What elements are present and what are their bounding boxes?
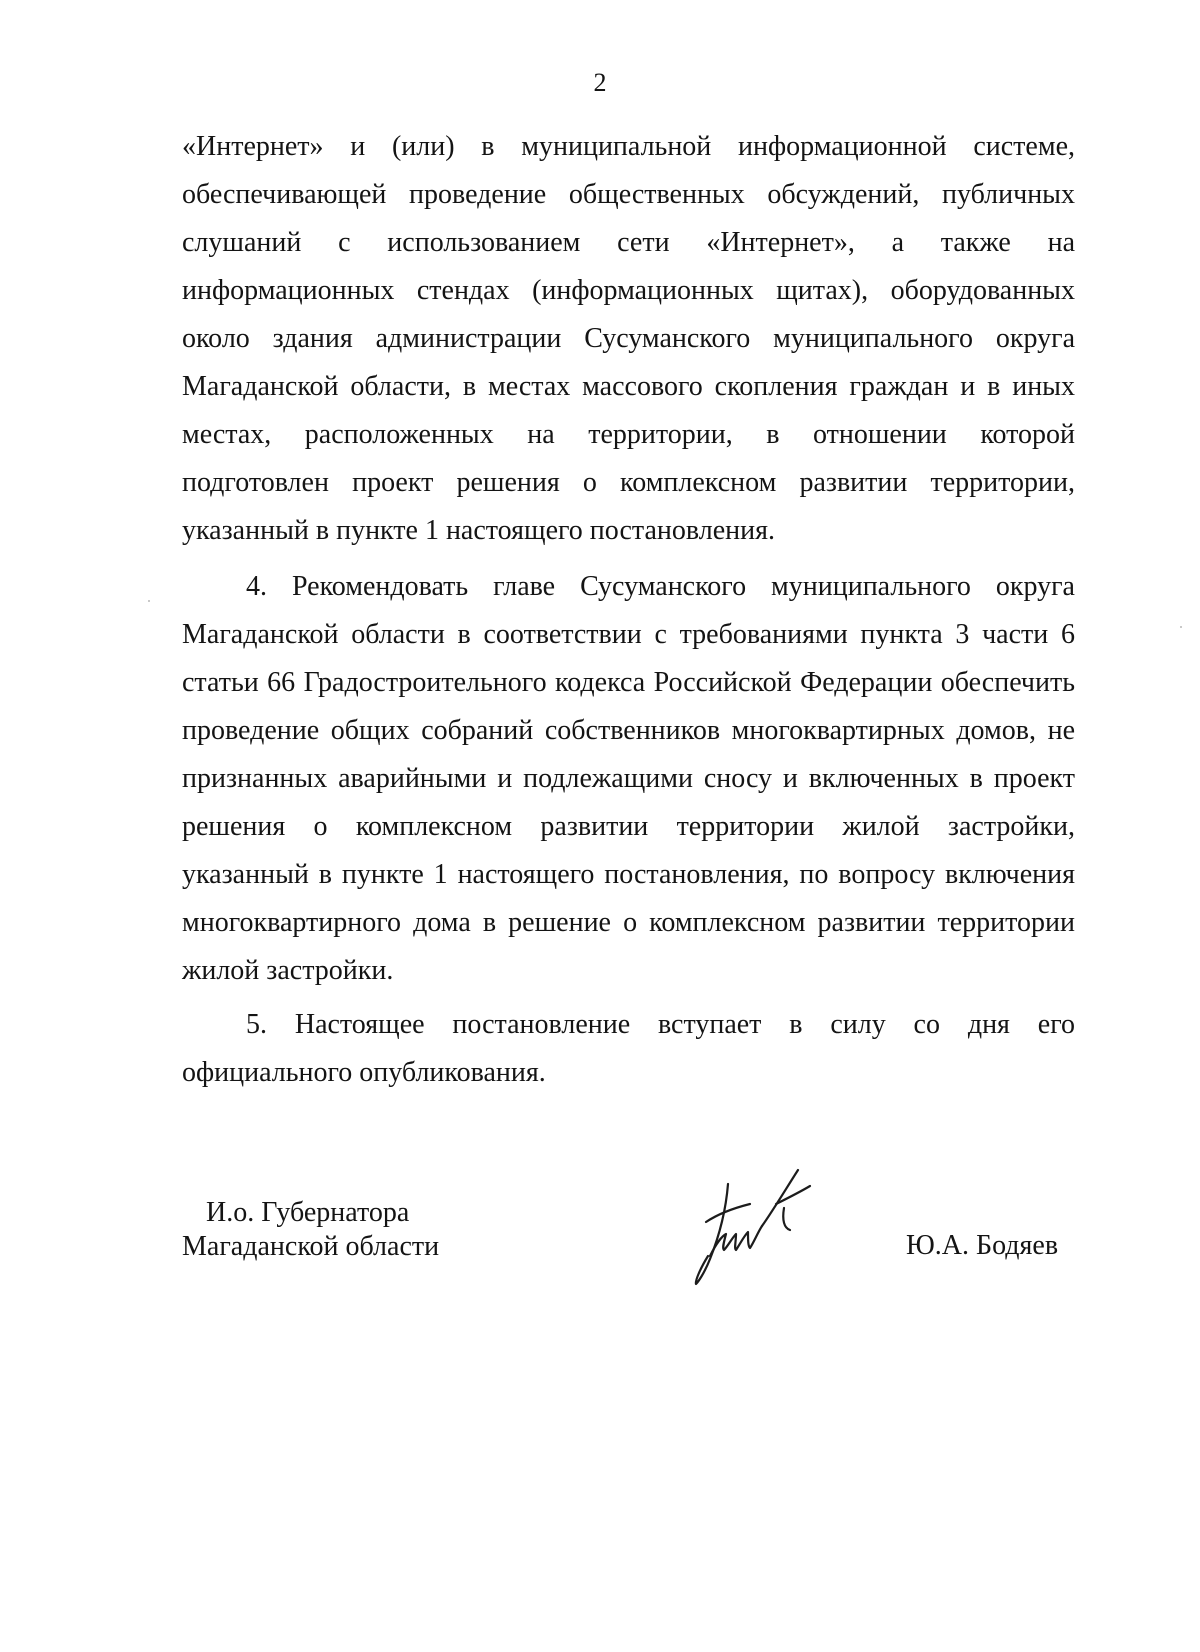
- text-line: жилой застройки.: [182, 955, 394, 986]
- position-title-line: И.о. Губернатора: [206, 1197, 410, 1228]
- text-line: около здания администрации Сусуманского муниципального округа: [182, 323, 1075, 354]
- text-line: статьи 66 Градостроительного кодекса Российской Федерации обеспечить: [182, 667, 1075, 698]
- text-line: «Интернет» и (или) в муниципальной информационной системе,: [182, 131, 1075, 162]
- text-line: подготовлен проект решения о комплексном развитии территории,: [182, 467, 1075, 498]
- text-line: слушаний с использованием сети «Интернет», а также на: [182, 227, 1075, 258]
- scan-speck: [148, 600, 150, 602]
- position-title-line: Магаданской области: [182, 1231, 440, 1262]
- text-line: обеспечивающей проведение общественных обсуждений, публичных: [182, 179, 1075, 210]
- text-line: проведение общих собраний собственников многоквартирных домов, не: [182, 715, 1075, 746]
- text-line: 5. Настоящее постановление вступает в силу со дня его: [246, 1009, 1075, 1040]
- text-line: информационных стендах (информационных щитах), оборудованных: [182, 275, 1075, 306]
- text-line: Магаданской области, в местах массового скопления граждан и в иных: [182, 371, 1075, 402]
- paragraph-5: [182, 1001, 1075, 1097]
- text-line: указанный в пункте 1 настоящего постановления, по вопросу включения: [182, 859, 1075, 890]
- text-line: указанный в пункте 1 настоящего постановления.: [182, 515, 775, 546]
- text-line: официального опубликования.: [182, 1057, 546, 1088]
- text-line: 4. Рекомендовать главе Сусуманского муниципального округа: [246, 571, 1075, 602]
- scan-speck: [1180, 626, 1182, 628]
- paragraph-continuation: [182, 123, 1075, 555]
- page-number: 2: [593, 68, 607, 97]
- text-line: местах, расположенных на территории, в отношении которой: [182, 419, 1075, 450]
- paragraph-4: [182, 563, 1075, 995]
- handwritten-signature: [692, 1164, 842, 1289]
- signer-name: Ю.А. Бодяев: [906, 1230, 1059, 1261]
- text-line: многоквартирного дома в решение о комплексном развитии территории: [182, 907, 1075, 938]
- text-line: признанных аварийными и подлежащими сносу и включенных в проект: [182, 763, 1075, 794]
- text-line: Магаданской области в соответствии с требованиями пункта 3 части 6: [182, 619, 1075, 650]
- text-line: решения о комплексном развитии территории жилой застройки,: [182, 811, 1075, 842]
- signatory-position: [182, 1196, 439, 1264]
